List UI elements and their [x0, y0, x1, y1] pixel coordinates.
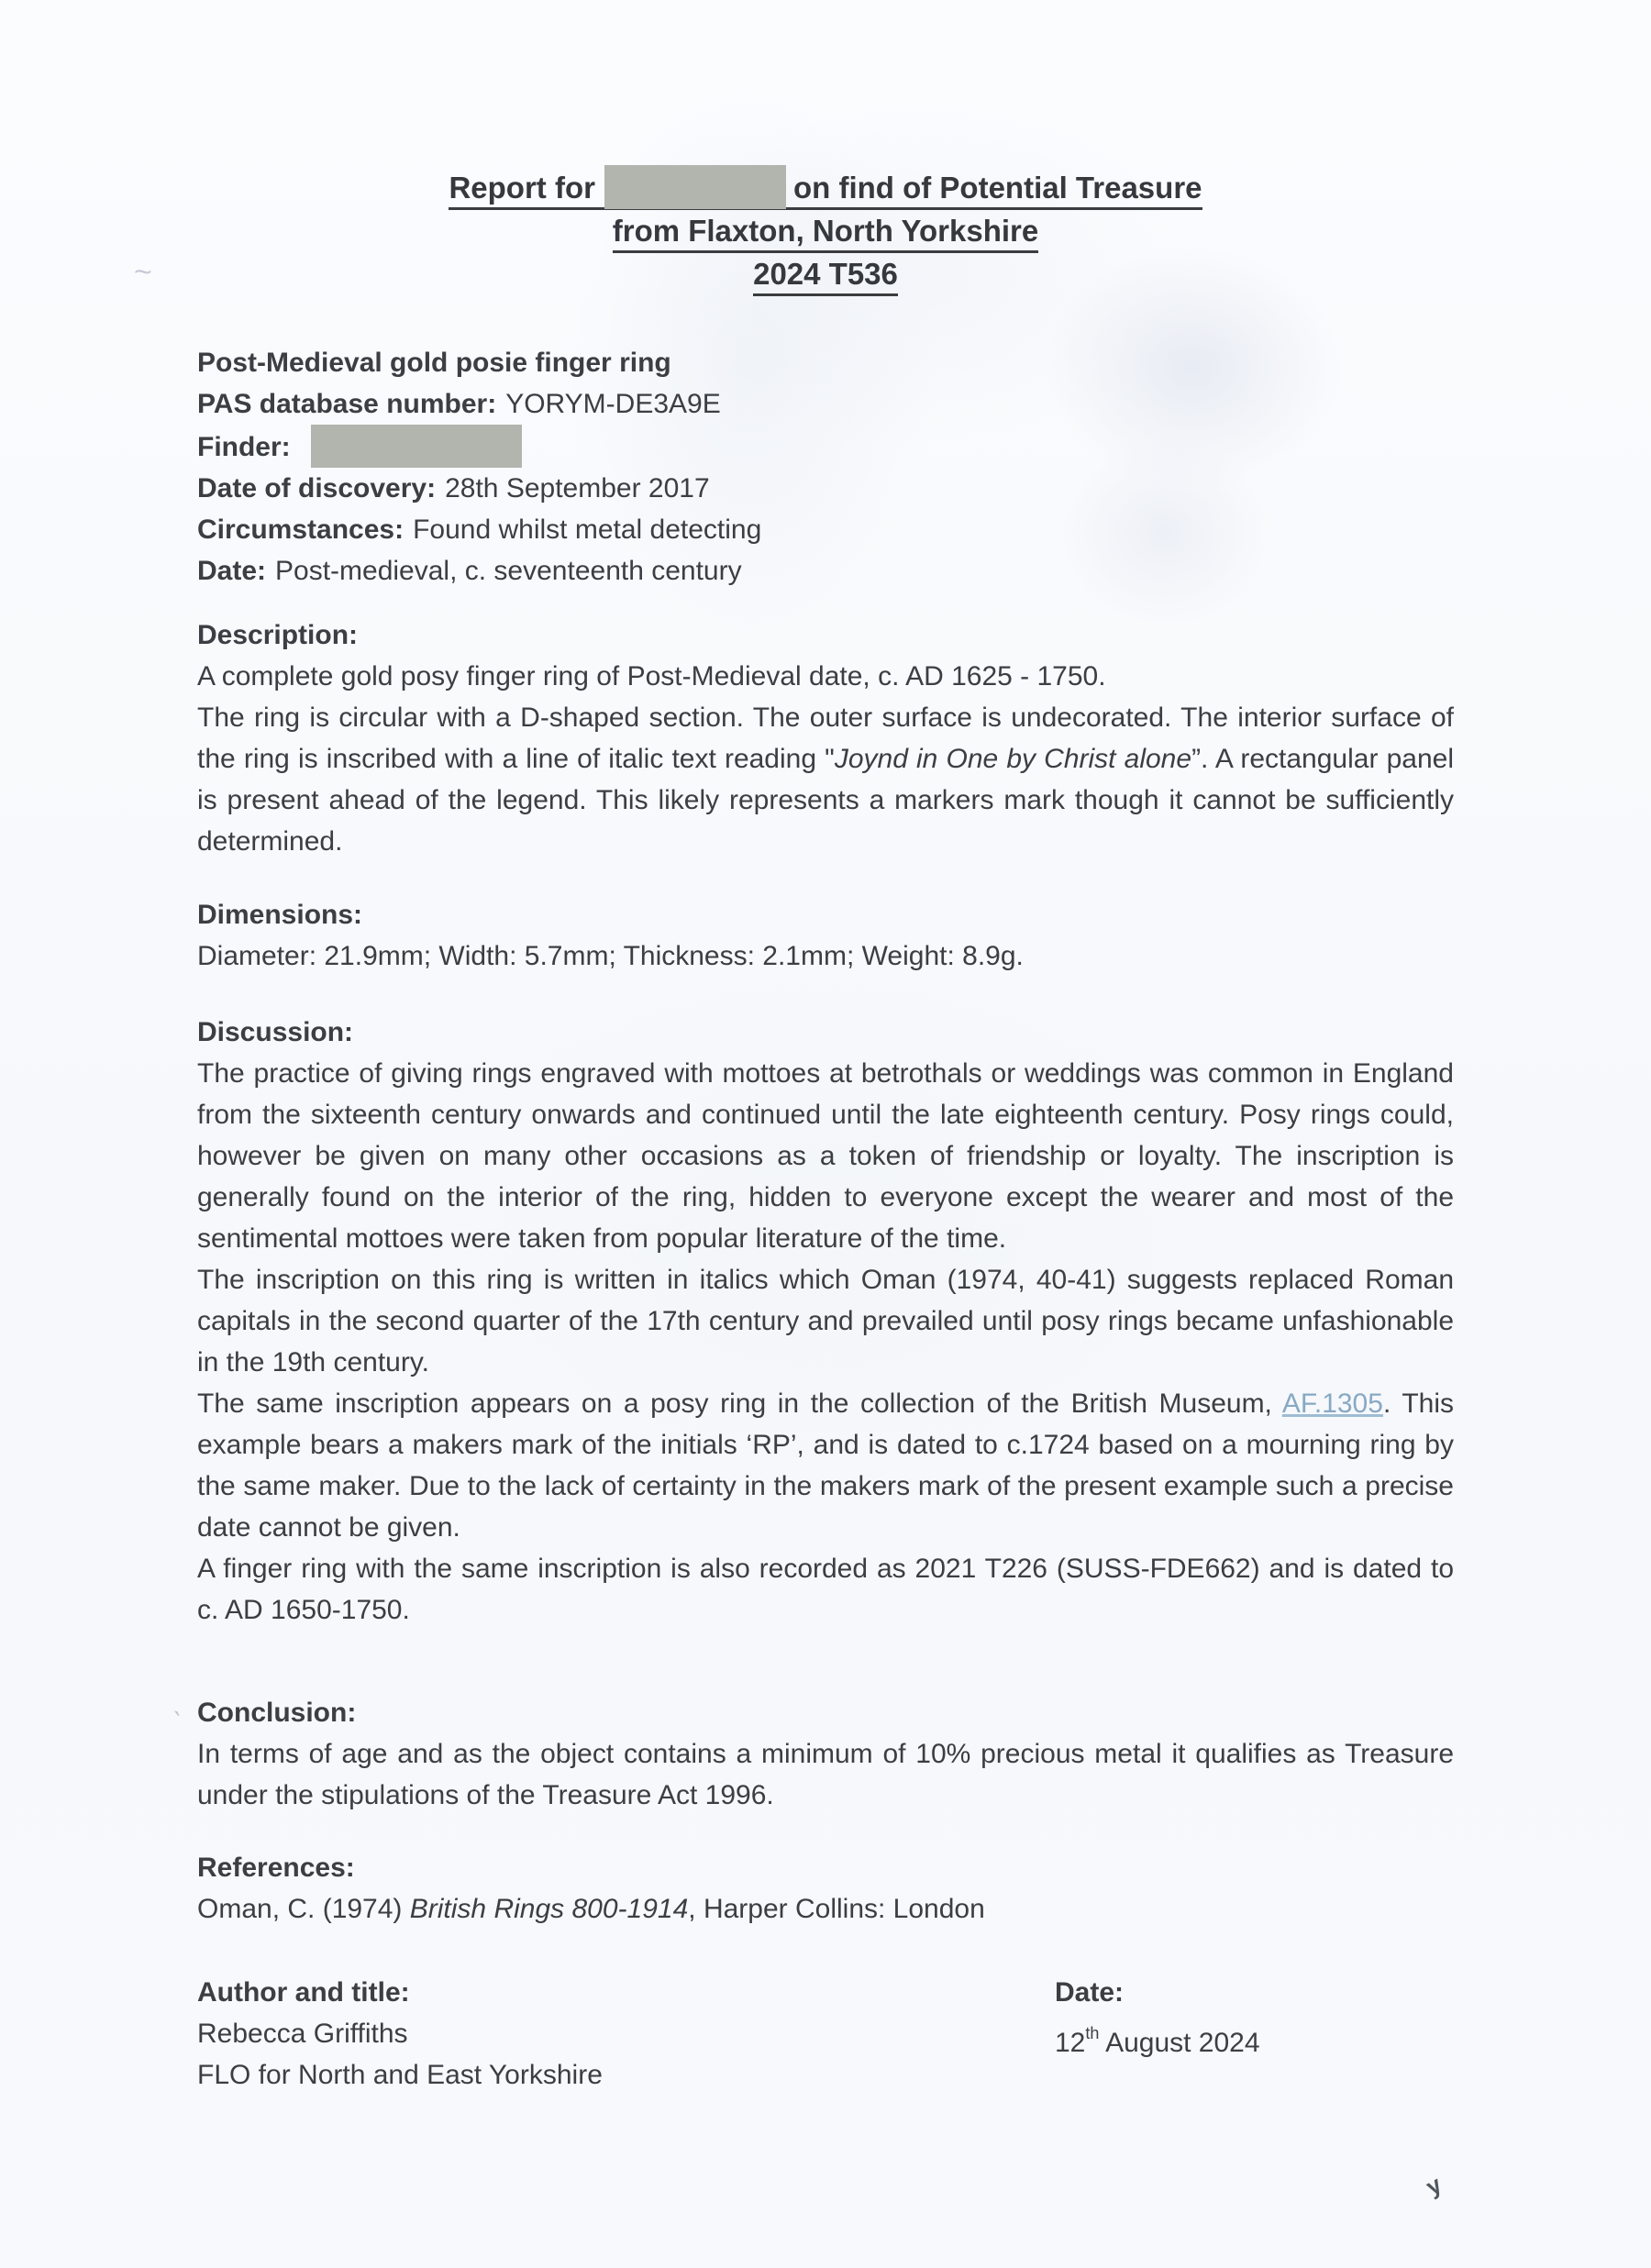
references-heading: References:	[197, 1853, 355, 1883]
description-p2	[197, 697, 1454, 862]
discussion-p4: A finger ring with the same inscription is also recorded as 2021 T226 (SUSS-FDE662) and is dated to c. AD 1650-1750.	[197, 1554, 1454, 1625]
field-circumstances-value: Found whilst metal detecting	[413, 514, 762, 545]
report-date-label: Date:	[1055, 1977, 1125, 2008]
author-title: FLO for North and East Yorkshire	[197, 2060, 603, 2090]
field-pas-number	[197, 383, 1454, 425]
description-section	[197, 614, 1454, 862]
report-title-line2: from Flaxton, North Yorkshire	[0, 209, 1651, 252]
redaction-box-addressee	[604, 165, 786, 209]
field-discovery-label: Date of discovery:	[197, 473, 437, 503]
field-date	[197, 550, 1454, 592]
report-title-line1-suffix: on find of Potential Treasure	[792, 171, 1202, 205]
conclusion-section	[197, 1692, 1454, 1816]
author-name: Rebecca Griffiths	[197, 2019, 408, 2049]
field-finder-label: Finder:	[197, 432, 291, 462]
description-p2-tail: ”. A rectangular panel is present ahead of the legend. This likely represents a markers mark though it cannot be sufficiently determined.	[197, 744, 1454, 857]
description-p2-text: The ring is circular with a D-shaped section. The outer surface is undecorated. The interior surface of the ring is inscribed with a line of italic text reading "	[197, 703, 1454, 774]
description-inscription-italic: Joynd in One by Christ alone	[834, 744, 1192, 774]
dimensions-section	[197, 894, 1454, 977]
discussion-p3-tail: . This example bears a makers mark of the initials ‘RP’, and is dated to c.1724 based on a mourning ring by the same maker. Due to the lack of certainty in the makers mark of the present example such a precise date cannot be given.	[197, 1388, 1455, 1543]
reference-author: Oman, C. (1974)	[197, 1894, 410, 1924]
report-title	[0, 165, 1651, 295]
date-block	[1055, 1972, 1513, 2063]
references-section	[197, 1847, 1454, 1930]
author-block	[197, 1972, 931, 2096]
report-date-day: 12	[1055, 2028, 1086, 2058]
field-discovery-value: 28th September 2017	[445, 473, 710, 503]
dimensions-text: Diameter: 21.9mm; Width: 5.7mm; Thickness: 2.1mm; Weight: 8.9g.	[197, 941, 1024, 971]
field-finder	[197, 425, 1454, 468]
scan-smudge-grave: `	[167, 1707, 183, 1739]
discussion-p1: The practice of giving rings engraved with mottoes at betrothals or weddings was common in England from the sixteenth century onwards and continued until the late eighteenth century. Posy rings could, however be given on many other occasions as a token of friendship or loyalty. The inscription is generally found on the interior of the ring, hidden to everyone except the wearer and most of the sentimental mottoes were taken from popular literature of the time.	[197, 1058, 1454, 1254]
field-pas-value: YORYM-DE3A9E	[505, 389, 721, 419]
british-museum-af1305-link[interactable]: AF.1305	[1281, 1388, 1383, 1419]
scan-ink-speck: y	[1421, 2170, 1446, 2201]
author-label: Author and title:	[197, 1977, 410, 2008]
report-title-line1	[0, 165, 1651, 209]
field-pas-label: PAS database number:	[197, 389, 497, 419]
field-circumstances-label: Circumstances:	[197, 514, 404, 545]
description-p1: A complete gold posy finger ring of Post-Medieval date, c. AD 1625 - 1750.	[197, 661, 1106, 691]
discussion-p2: The inscription on this ring is written in italics which Oman (1974, 40-41) suggests replaced Roman capitals in the second quarter of the 17th century and prevailed until posy rings became unfashionable in the 19th century.	[197, 1265, 1454, 1377]
conclusion-heading: Conclusion:	[197, 1698, 357, 1728]
report-title-line1-prefix: Report for	[449, 171, 595, 205]
reference-entry	[197, 1888, 1454, 1930]
object-heading: Post-Medieval gold posie finger ring	[197, 348, 671, 378]
report-date-month-year: August 2024	[1099, 2028, 1260, 2058]
report-date-ordinal: th	[1085, 2024, 1100, 2042]
conclusion-text: In terms of age and as the object contains a minimum of 10% precious metal it qualifies as Treasure under the stipulations of the Treasure Act 1996.	[197, 1739, 1454, 1810]
reference-book-title: British Rings 800-1914	[409, 1894, 689, 1924]
description-heading: Description:	[197, 620, 359, 650]
reference-publisher: , Harper Collins: London	[688, 1894, 985, 1924]
scan-smudge-tilde: ~	[134, 255, 152, 290]
discussion-section	[197, 1012, 1454, 1631]
discussion-heading: Discussion:	[197, 1017, 354, 1047]
report-date-value	[1055, 2013, 1513, 2063]
field-date-value: Post-medieval, c. seventeenth century	[275, 556, 742, 586]
field-circumstances	[197, 509, 1454, 550]
discussion-p3-text: The same inscription appears on a posy ring in the collection of the British Museum,	[197, 1388, 1282, 1419]
redaction-box-finder	[311, 425, 522, 468]
dimensions-heading: Dimensions:	[197, 900, 363, 930]
object-summary	[197, 342, 1454, 592]
discussion-p3	[197, 1383, 1454, 1548]
field-discovery	[197, 468, 1454, 509]
report-title-line3: 2024 T536	[0, 252, 1651, 295]
field-date-label: Date:	[197, 556, 267, 586]
